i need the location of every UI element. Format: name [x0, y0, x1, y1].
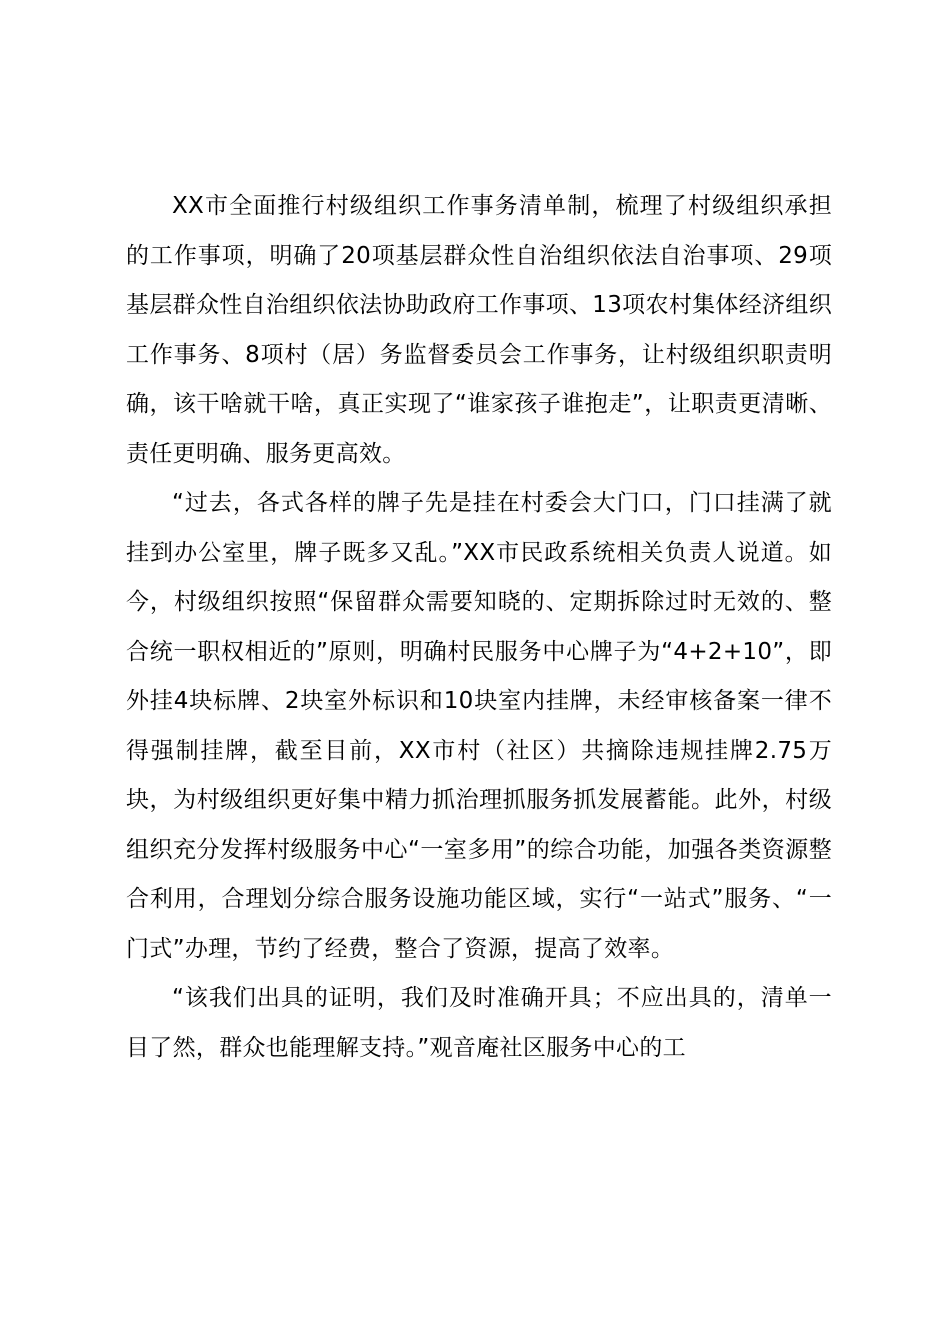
paragraph-2: “过去，各式各样的牌子先是挂在村委会大门口，门口挂满了就挂到办公室里，牌子既多又乱。”XX市民政系统相关负责人说道。如今，村级组织按照“保留群众需要知晓的、定期拆除过时无效的、整合统一职权相近的”原则，明确村民服务中心牌子为“4+2+10”，即外挂4块标牌、2块室外标识和10块室内挂牌，未经审核备案一律不得强制挂牌，截至目前，XX市村（社区）共摘除违规挂牌2.75万块，为村级组织更好集中精力抓治理抓服务抓发展蓄能。此外，村级组织充分发挥村级服务中心“一室多用”的综合功能，加强各类资源整合利用，合理划分综合服务设施功能区域，实行“一站式”服务、“一门式”办理，节约了经费，整合了资源，提高了效率。: [126, 490, 832, 962]
paragraph-1: XX市全面推行村级组织工作事务清单制，梳理了村级组织承担的工作事项，明确了20项基层群众性自治组织依法自治事项、29项基层群众性自治组织依法协助政府工作事项、13项农村集体经济组织工作事务、8项村（居）务监督委员会工作事务，让村级组织职责明确，该干啥就干啥，真正实现了“谁家孩子谁抱走”，让职责更清晰、责任更明确、服务更高效。: [126, 193, 832, 467]
paragraph-3: “该我们出具的证明，我们及时准确开具；不应出具的，清单一目了然，群众也能理解支持。”观音庵社区服务中心的工: [126, 985, 832, 1061]
document-body: [126, 182, 832, 1073]
